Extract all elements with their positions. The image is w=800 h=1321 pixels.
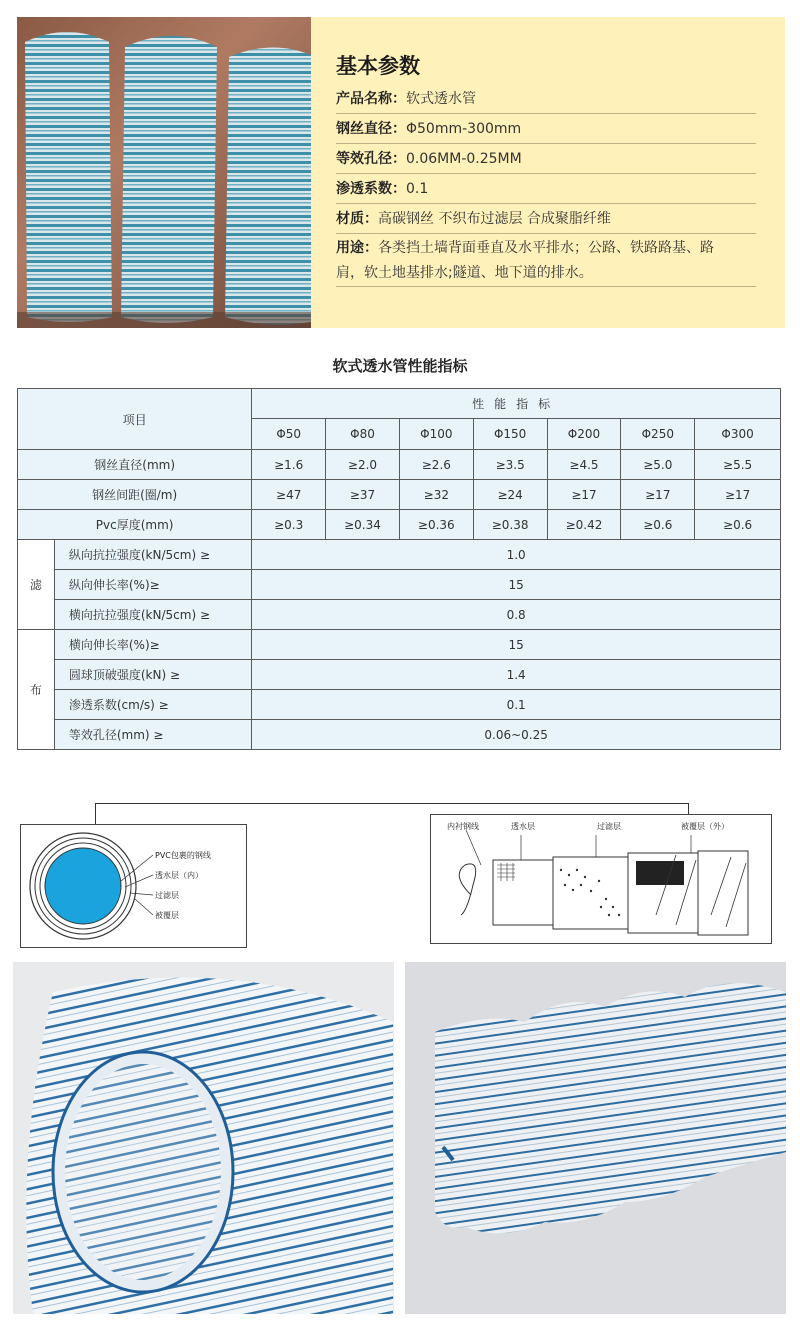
size-header: Φ150 xyxy=(473,419,547,450)
size-header: Φ300 xyxy=(695,419,781,450)
connector-line xyxy=(95,803,689,804)
table-cell: ≥32 xyxy=(399,480,473,510)
table-cell: ≥0.36 xyxy=(399,510,473,540)
product-photo-top xyxy=(17,17,311,328)
row-label: 横向抗拉强度(kN/5cm) ≥ xyxy=(54,600,251,630)
param-key: 钢丝直径： xyxy=(336,121,406,137)
param-row-name xyxy=(336,85,756,114)
row-label: 钢丝间距(圈/m) xyxy=(18,480,252,510)
row-label: 等效孔径(mm) ≥ xyxy=(54,720,251,750)
diagram-label: 透水层 xyxy=(511,822,535,831)
size-header: Φ100 xyxy=(399,419,473,450)
connector-line xyxy=(95,803,96,824)
filter-side-label-top: 滤 xyxy=(18,540,55,630)
product-photo-open-end xyxy=(13,962,394,1314)
table-cell: 1.0 xyxy=(252,540,781,570)
table-cell: ≥0.42 xyxy=(547,510,621,540)
param-value: 软式透水管 xyxy=(406,91,476,107)
table-row xyxy=(18,660,781,690)
header-performance: 性能指标 xyxy=(252,389,781,419)
diagram-label: PVC包裹的钢线 xyxy=(155,851,211,860)
diagram-label: 被覆层 xyxy=(155,911,179,920)
table-cell: ≥17 xyxy=(621,480,695,510)
performance-table xyxy=(17,388,781,750)
table-cell: ≥5.5 xyxy=(695,450,781,480)
param-value: 高碳钢丝 不织布过滤层 合成聚脂纤维 xyxy=(378,211,611,227)
diagram-label: 透水层（内） xyxy=(155,871,203,880)
param-key: 渗透系数： xyxy=(336,181,406,197)
table-cell: 0.8 xyxy=(252,600,781,630)
table-cell: ≥2.6 xyxy=(399,450,473,480)
table-cell: ≥5.0 xyxy=(621,450,695,480)
table-cell: ≥0.6 xyxy=(621,510,695,540)
table-row xyxy=(18,480,781,510)
size-header: Φ80 xyxy=(326,419,400,450)
row-label: Pvc厚度(mm) xyxy=(18,510,252,540)
layer-structure-diagram xyxy=(430,814,772,944)
param-row-permeability xyxy=(336,175,756,204)
size-header: Φ200 xyxy=(547,419,621,450)
param-row-pore-size xyxy=(336,145,756,174)
table-cell: 15 xyxy=(252,570,781,600)
table-cell: ≥3.5 xyxy=(473,450,547,480)
table-cell: 15 xyxy=(252,630,781,660)
diagram-label: 被覆层（外） xyxy=(681,822,729,831)
param-key: 用途： xyxy=(336,240,378,256)
table-cell: ≥1.6 xyxy=(252,450,326,480)
param-row-wire-diameter xyxy=(336,115,756,144)
params-title: 基本参数 xyxy=(336,54,420,78)
table-cell: ≥0.38 xyxy=(473,510,547,540)
param-value: Φ50mm-300mm xyxy=(406,121,522,137)
table-row xyxy=(18,690,781,720)
table-cell: 1.4 xyxy=(252,660,781,690)
table-cell: ≥0.34 xyxy=(326,510,400,540)
size-header: Φ250 xyxy=(621,419,695,450)
row-label: 钢丝直径(mm) xyxy=(18,450,252,480)
param-value-continued: 肩，软土地基排水;隧道、地下道的排水。 xyxy=(336,265,593,281)
table-cell: ≥4.5 xyxy=(547,450,621,480)
table-cell: 0.06~0.25 xyxy=(252,720,781,750)
row-label: 圆球顶破强度(kN) ≥ xyxy=(54,660,251,690)
header-item: 项目 xyxy=(18,389,252,450)
table-cell: ≥24 xyxy=(473,480,547,510)
row-label: 横向伸长率(%)≥ xyxy=(54,630,251,660)
table-cell: ≥17 xyxy=(695,480,781,510)
param-value: 0.06MM-0.25MM xyxy=(406,151,522,167)
diagram-label: 过滤层 xyxy=(597,822,621,831)
table-row xyxy=(18,570,781,600)
param-value: 0.1 xyxy=(406,181,429,197)
row-label: 渗透系数(cm/s) ≥ xyxy=(54,690,251,720)
basic-parameters-panel xyxy=(311,17,785,328)
table-row xyxy=(18,600,781,630)
param-row-material xyxy=(336,205,756,234)
table-row xyxy=(18,510,781,540)
param-key: 材质： xyxy=(336,211,378,227)
cross-section-diagram xyxy=(20,824,247,948)
table-row xyxy=(18,450,781,480)
param-key: 等效孔径： xyxy=(336,151,406,167)
filter-side-label-bottom: 布 xyxy=(18,630,55,750)
table-cell: ≥17 xyxy=(547,480,621,510)
table-row xyxy=(18,540,781,570)
table-cell: ≥0.6 xyxy=(695,510,781,540)
table-cell: ≥37 xyxy=(326,480,400,510)
row-label: 纵向伸长率(%)≥ xyxy=(54,570,251,600)
table-row xyxy=(18,720,781,750)
diagram-label: 内衬钢线 xyxy=(447,822,479,831)
param-key: 产品名称： xyxy=(336,91,406,107)
table-cell: ≥2.0 xyxy=(326,450,400,480)
connector-line xyxy=(688,803,689,814)
table-cell: 0.1 xyxy=(252,690,781,720)
row-label: 纵向抗拉强度(kN/5cm) ≥ xyxy=(54,540,251,570)
product-photo-side-view xyxy=(405,962,786,1314)
param-value: 各类挡土墙背面垂直及水平排水；公路、铁路路基、路 xyxy=(378,240,714,256)
param-row-usage xyxy=(336,236,756,287)
table-cell: ≥0.3 xyxy=(252,510,326,540)
table-row xyxy=(18,630,781,660)
table-title: 软式透水管性能指标 xyxy=(332,357,468,375)
diagram-label: 过滤层 xyxy=(155,891,179,900)
size-header: Φ50 xyxy=(252,419,326,450)
table-cell: ≥47 xyxy=(252,480,326,510)
